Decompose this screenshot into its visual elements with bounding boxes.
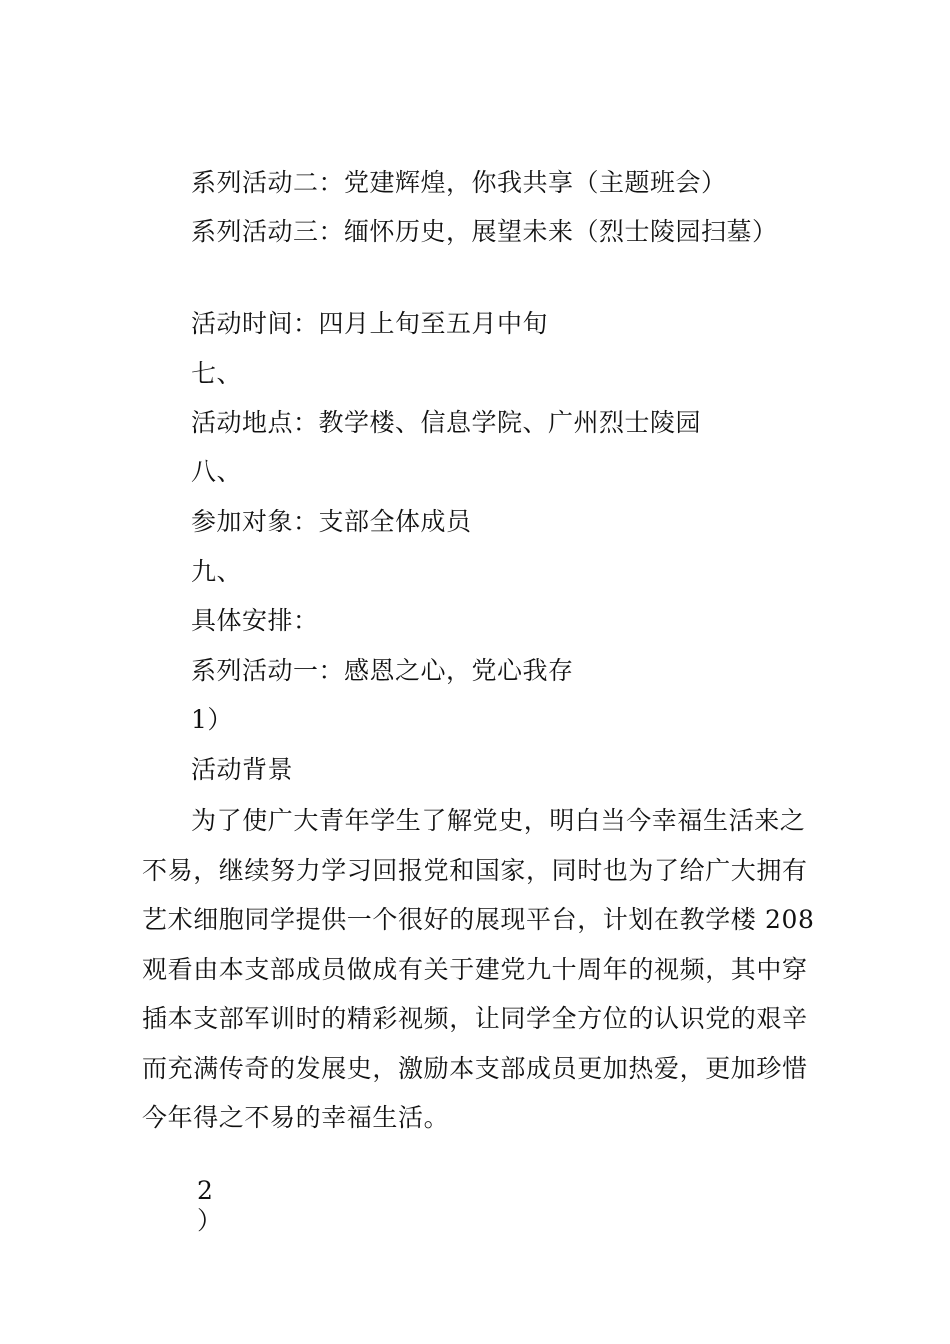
activity-one-line: 系列活动一：感恩之心，党心我存: [191, 656, 574, 685]
background-paragraph: [142, 796, 815, 1143]
paragraph-row: 艺术细胞同学提供一个很好的展现平台，计划在教学楼 208: [142, 905, 815, 934]
paragraph-row: 今年得之不易的幸福生活。: [142, 1103, 450, 1132]
activity-time-line: 活动时间：四月上旬至五月中旬: [191, 309, 549, 338]
paragraph-row: 观看由本支部成员做成有关于建党九十周年的视频，其中穿: [142, 954, 808, 984]
paragraph-row: 不易，继续努力学习回报党和国家，同时也为了给广大拥有: [142, 855, 808, 885]
participants-line: 参加对象：支部全体成员: [191, 507, 472, 536]
paragraph-row: 而充满传奇的发展史，激励本支部成员更加热爱，更加珍惜: [142, 1053, 808, 1083]
arrangement-line: 具体安排：: [191, 606, 319, 635]
activity-three-line: 系列活动三：缅怀历史，展望未来（烈士陵园扫墓）: [191, 217, 778, 246]
activity-two-line: 系列活动二：党建辉煌，你我共享（主题班会）: [191, 168, 727, 197]
item-two-paren: ）: [197, 1206, 223, 1235]
paragraph-row: 插本支部军训时的精彩视频，让同学全方位的认识党的艰辛: [142, 1004, 808, 1033]
section-nine-heading: 九、: [191, 557, 243, 586]
section-seven-heading: 七、: [191, 359, 243, 388]
section-eight-heading: 八、: [191, 457, 243, 486]
item-one-label: 1）: [191, 705, 233, 734]
activity-place-line: 活动地点：教学楼、信息学院、广州烈士陵园: [191, 408, 702, 437]
background-heading: 活动背景: [191, 755, 294, 784]
paragraph-row: 为了使广大青年学生了解党史，明白当今幸福生活来之: [191, 806, 806, 835]
item-two-number: 2: [197, 1176, 213, 1205]
